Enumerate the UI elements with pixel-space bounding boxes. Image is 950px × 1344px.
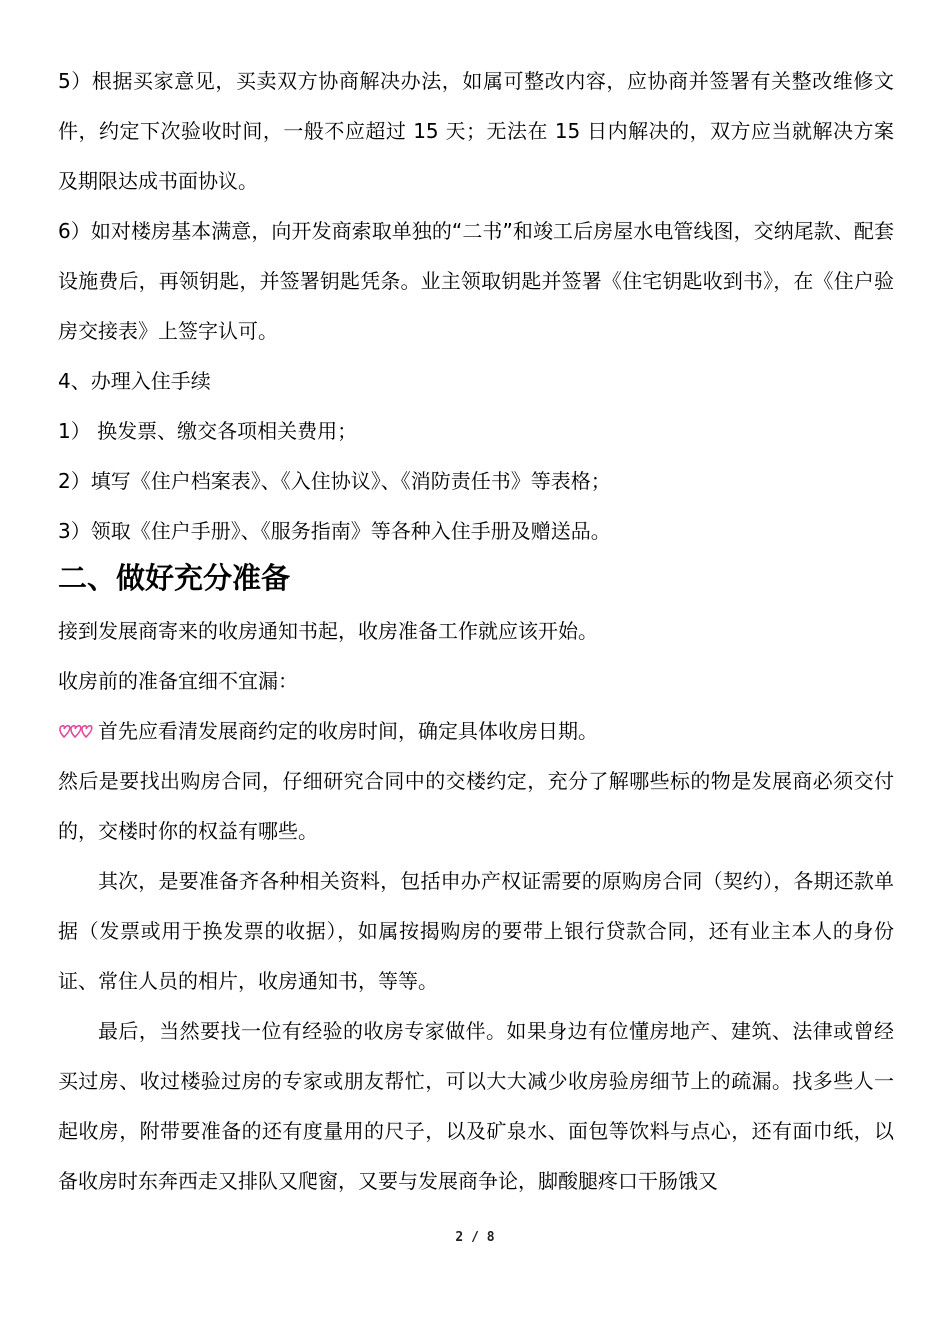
- subsection-title-move-in: 4、办理入住手续: [58, 369, 211, 393]
- document-body: [58, 56, 894, 1206]
- section-heading: 二、做好充分准备: [58, 561, 291, 595]
- bullet-item: [58, 706, 894, 756]
- list-item-2: 2）填写《住户档案表》、《入住协议》、《消防责任书》等表格；: [58, 469, 611, 493]
- hearts-icon: [58, 721, 96, 741]
- paragraph-6: 6）如对楼房基本满意，向开发商索取单独的“二书”和竣工后房屋水电管线图，交纳尾款、配套设施费后，再领钥匙，并签署钥匙凭条。业主领取钥匙并签署《住宅钥匙收到书》，在《住户验房交接表》上签字认可。: [58, 219, 894, 343]
- list-item-3: 3）领取《住户手册》、《服务指南》等各种入住手册及赠送品。: [58, 519, 611, 543]
- contract-paragraph: 然后是要找出购房合同，仔细研究合同中的交楼约定，充分了解哪些标的物是发展商必须交付的，交楼时你的权益有哪些。: [58, 769, 894, 843]
- documents-paragraph: 其次，是要准备齐各种相关资料，包括申办产权证需要的原购房合同（契约），各期还款单据（发票或用于换发票的收据），如属按揭购房的要带上银行贷款合同，还有业主本人的身份证、常住人员的相片，收房通知书，等等。: [58, 869, 894, 993]
- bullet-text: 首先应看清发展商约定的收房时间，确定具体收房日期。: [98, 719, 598, 743]
- list-item-1: 1） 换发票、缴交各项相关费用；: [58, 419, 358, 443]
- intro-paragraph: 接到发展商寄来的收房通知书起，收房准备工作就应该开始。: [58, 619, 598, 643]
- prep-note: 收房前的准备宜细不宜漏：: [58, 669, 298, 693]
- page-number: 2 / 8: [455, 1230, 495, 1245]
- expert-paragraph: 最后，当然要找一位有经验的收房专家做伴。如果身边有位懂房地产、建筑、法律或曾经买过房、收过楼验过房的专家或朋友帮忙，可以大大减少收房验房细节上的疏漏。找多些人一起收房，附带要准备的还有度量用的尺子，以及矿泉水、面包等饮料与点心，还有面巾纸，以备收房时东奔西走又排队又爬窗，又要与发展商争论，脚酸腿疼口干肠饿又: [58, 1019, 894, 1193]
- paragraph-5: 5）根据买家意见，买卖双方协商解决办法，如属可整改内容，应协商并签署有关整改维修文件，约定下次验收时间，一般不应超过 15 天；无法在 15 日内解决的，双方应当就解决方案及期限达成书面协议。: [58, 69, 894, 193]
